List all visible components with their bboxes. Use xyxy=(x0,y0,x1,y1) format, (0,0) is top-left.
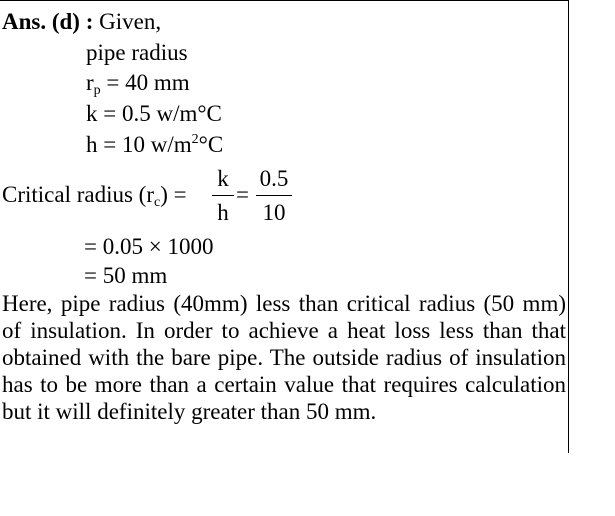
rp-symbol: r xyxy=(86,70,94,95)
fraction-05-over-10 xyxy=(256,166,292,226)
rp-value: = 40 mm xyxy=(106,70,190,95)
fraction-k-over-h xyxy=(212,166,234,226)
h-unit: °C xyxy=(198,132,224,157)
given-pipe-radius-label: pipe radius xyxy=(86,40,188,65)
critical-radius-label xyxy=(2,181,187,209)
given-rp xyxy=(86,69,190,97)
fraction-h-denominator: h xyxy=(217,200,229,225)
fraction-05-numerator: 0.5 xyxy=(259,166,289,191)
answer-label: Ans. (d) : xyxy=(2,9,94,34)
critical-label-close: ) = xyxy=(160,182,187,207)
critical-step-2: = 50 mm xyxy=(84,263,168,288)
h-text: h = 10 w/m xyxy=(86,132,192,157)
fraction-bar xyxy=(256,195,292,196)
answer-heading xyxy=(2,8,161,36)
equals-sign: = xyxy=(236,182,249,207)
fraction-10-denominator: 10 xyxy=(262,200,286,225)
h-superscript: 2 xyxy=(191,132,199,147)
fraction-bar xyxy=(212,195,234,196)
given-h xyxy=(86,131,223,159)
explanation-paragraph: Here, pipe radius (40mm) less than critical radius (50 mm) of insulation. In order to achieve a heat loss less than that obtained with the bare pipe. The outside radius of insulation has to be more than a certain value that requires calculation but it will definitely greater than 50 mm. xyxy=(2,291,566,424)
rc-subscript: c xyxy=(154,195,161,210)
critical-label-text: Critical radius (r xyxy=(2,182,155,207)
rp-subscript: p xyxy=(93,83,101,98)
fraction-k-numerator: k xyxy=(217,166,229,191)
answer-intro: Given, xyxy=(99,9,162,34)
critical-step-1: = 0.05 × 1000 xyxy=(84,234,214,259)
given-k: k = 0.5 w/m°C xyxy=(86,101,222,126)
